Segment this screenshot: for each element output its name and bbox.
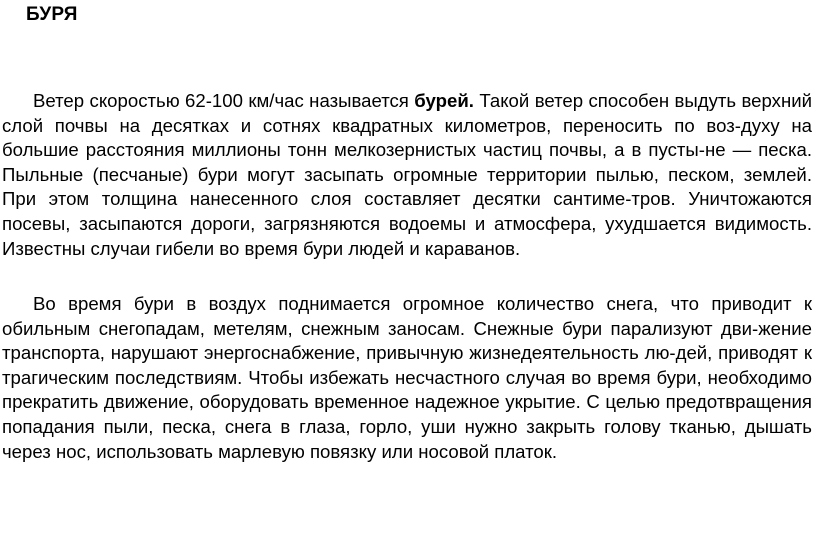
paragraph-snowstorm: Во время бури в воздух поднимается огромное количество снега, что приводит к обильным снегопадам, метелям, снежным заносам. Снежные бури парализуют дви-жение транспорта, нарушают энергоснабжение, привычную жизнедеятельность лю-дей, приводят к трагическим последствиям. Чтобы избежать несчастного случая во время бури, необходимо прекратить движение, оборудовать временное надежное укрытие. С целью предотвращения попадания пыли, песка, снега в глаза, горло, уши нужно закрыть голову тканью, дышать через нос, использовать марлевую повязку или носовой платок. [2,293,812,462]
paragraph1-body: Такой ветер способен выдуть верхний слой почвы на десятках и сотнях квадратных километров, переносить по воз-духу на большие расстояния миллионы тонн мелкозернистых частиц почвы, а в пусты-не — песка. Пыльные (песчаные) бури могут засыпать огромные территории пылью, песком, землей. При этом толщина нанесенного слоя составляет десятки сантиме-тров. Уничтожаются посевы, засыпаются дороги, загрязняются водоемы и атмосфера, ухудшается видимость. Известны случаи гибели во время бури людей и караванов. [2,90,812,259]
paragraph-storm-definition [2,89,812,261]
paragraph1-intro: Ветер скоростью 62-100 км/час называется [33,90,415,111]
bold-term-storm: бурей. [414,90,474,111]
page-title: БУРЯ [26,4,78,25]
